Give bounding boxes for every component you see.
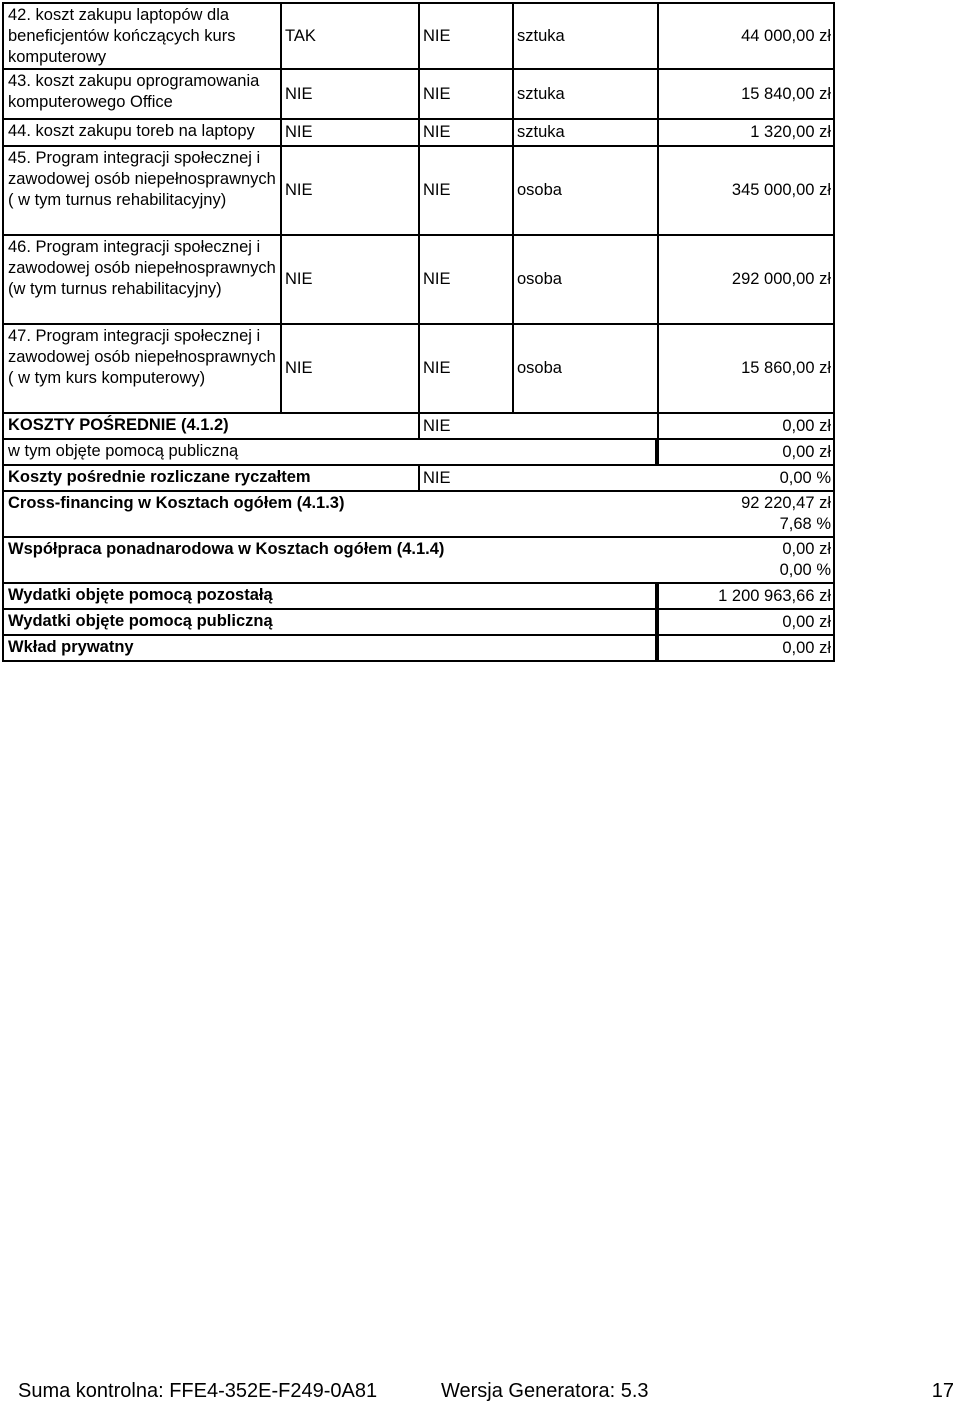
row-amount: 15 840,00 zł	[657, 68, 835, 120]
row-flag-2: NIE	[418, 145, 514, 236]
row-label: 46. Program integracji społecznej i zawodowej osób niepełnosprawnych (w tym turnus rehabilitacyjny)	[2, 234, 282, 325]
row-label: 43. koszt zakupu oprogramowania komputerowego Office	[2, 68, 282, 120]
budget-table	[2, 2, 835, 662]
row-flag-1: NIE	[280, 118, 420, 147]
table-row	[2, 2, 835, 68]
indirect-costs-label: KOSZTY POŚREDNIE (4.1.2)	[2, 412, 420, 440]
table-row	[2, 145, 835, 234]
lump-sum-percent: 0,00 %	[657, 464, 835, 492]
row-label: 45. Program integracji społecznej i zawodowej osób niepełnosprawnych ( w tym turnus rehabilitacyjny)	[2, 145, 282, 236]
indirect-costs-amount: 0,00 zł	[657, 412, 835, 440]
row-flag-2: NIE	[418, 118, 514, 147]
public-aid-label: w tym objęte pomocą publiczną	[2, 438, 657, 466]
row-amount: 292 000,00 zł	[657, 234, 835, 325]
indirect-costs-flag: NIE	[418, 412, 659, 440]
cross-financing-row	[2, 490, 835, 536]
row-label: 47. Program integracji społecznej i zawodowej osób niepełnosprawnych ( w tym kurs komputerowy)	[2, 323, 282, 414]
row-flag-2: NIE	[418, 68, 514, 120]
transnational-percent: 0,00 %	[779, 561, 831, 579]
row-unit: osoba	[512, 145, 659, 236]
table-row	[2, 68, 835, 118]
transnational-row	[2, 536, 835, 582]
lump-sum-flag: NIE	[418, 464, 659, 492]
row-amount: 345 000,00 zł	[657, 145, 835, 236]
other-aid-amount: 1 200 963,66 zł	[657, 582, 835, 610]
public-aid-row	[2, 438, 835, 464]
row-flag-2: NIE	[418, 323, 514, 414]
row-flag-1: TAK	[280, 2, 420, 70]
row-unit: osoba	[512, 234, 659, 325]
checksum-text: Suma kontrolna: FFE4-352E-F249-0A81	[18, 1380, 378, 1402]
row-flag-1: NIE	[280, 145, 420, 236]
private-contribution-amount: 0,00 zł	[657, 634, 835, 662]
generator-version-text: Wersja Generatora: 5.3	[441, 1380, 649, 1402]
public-aid-amount: 0,00 zł	[657, 438, 835, 466]
cross-financing-values	[657, 490, 835, 538]
row-amount: 44 000,00 zł	[657, 2, 835, 70]
row-unit: osoba	[512, 323, 659, 414]
row-unit: sztuka	[512, 2, 659, 70]
row-label: 42. koszt zakupu laptopów dla beneficjentów kończących kurs komputerowy	[2, 2, 282, 70]
cross-financing-amount: 92 220,47 zł	[741, 494, 831, 512]
public-aid-expenses-amount: 0,00 zł	[657, 608, 835, 636]
row-flag-1: NIE	[280, 68, 420, 120]
public-aid-expenses-label: Wydatki objęte pomocą publiczną	[2, 608, 657, 636]
transnational-label: Współpraca ponadnarodowa w Kosztach ogółem (4.1.4)	[2, 536, 657, 584]
other-aid-label: Wydatki objęte pomocą pozostałą	[2, 582, 657, 610]
row-flag-2: NIE	[418, 2, 514, 70]
transnational-amount: 0,00 zł	[782, 540, 831, 558]
lump-sum-label: Koszty pośrednie rozliczane ryczałtem	[2, 464, 420, 492]
row-amount: 15 860,00 zł	[657, 323, 835, 414]
cross-financing-label: Cross-financing w Kosztach ogółem (4.1.3)	[2, 490, 657, 538]
page-number: 17	[931, 1380, 954, 1402]
row-flag-1: NIE	[280, 234, 420, 325]
private-contribution-row	[2, 634, 835, 662]
other-aid-row	[2, 582, 835, 608]
row-amount: 1 320,00 zł	[657, 118, 835, 147]
row-flag-1: NIE	[280, 323, 420, 414]
transnational-values	[657, 536, 835, 584]
public-aid-expenses-row	[2, 608, 835, 634]
lump-sum-row	[2, 464, 835, 490]
table-row	[2, 118, 835, 145]
row-unit: sztuka	[512, 118, 659, 147]
cross-financing-percent: 7,68 %	[779, 515, 831, 533]
indirect-costs-row	[2, 412, 835, 438]
row-flag-2: NIE	[418, 234, 514, 325]
table-row	[2, 323, 835, 412]
private-contribution-label: Wkład prywatny	[2, 634, 657, 662]
table-row	[2, 234, 835, 323]
row-label: 44. koszt zakupu toreb na laptopy	[2, 118, 282, 147]
row-unit: sztuka	[512, 68, 659, 120]
